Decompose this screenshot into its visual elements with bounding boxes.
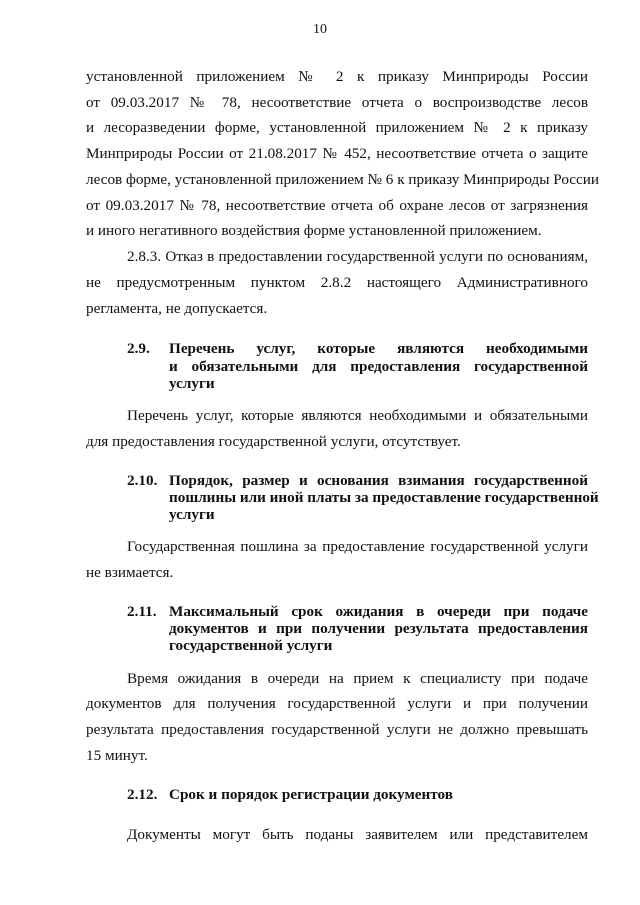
text-line: установленной приложением № 2 к приказу Минприроды России [86,68,588,85]
section-title-line: Порядок, размер и основания взимания государственной [169,472,588,489]
section-title-line: и обязательными для предоставления государственной [169,358,588,375]
text-line: 2.8.3. Отказ в предоставлении государственной услуги по основаниям, [127,248,588,265]
text-line: от 09.03.2017 № 78, несоответствие отчета об охране лесов от загрязнения [86,197,588,214]
text-line: не взимается. [86,564,174,581]
text-line: Минприроды России от 21.08.2017 № 452, несоответствие отчета о защите [86,145,588,162]
section-title-line: Перечень услуг, которые являются необходимыми [169,340,588,357]
section-title-line: услуги [169,375,215,392]
text-line: лесов форме, установленной приложением № 6 к приказу Минприроды России [86,171,600,188]
text-line: Документы могут быть поданы заявителем или представителем [127,826,588,843]
text-line: и иного негативного воздействия форме установленной приложением. [86,222,542,239]
section-title: Срок и порядок регистрации документов [169,786,453,803]
text-line: 15 минут. [86,747,148,764]
text-line: не предусмотренным пунктом 2.8.2 настоящего Административного [86,274,588,291]
section-title-line: Максимальный срок ожидания в очереди при подаче [169,603,588,620]
text-line: результата предоставления государственной услуги не должно превышать [86,721,588,738]
text-line: для предоставления государственной услуги, отсутствует. [86,433,461,450]
text-line: Перечень услуг, которые являются необходимыми и обязательными [127,407,588,424]
page-number: 10 [313,22,327,37]
text-line: регламента, не допускается. [86,300,268,317]
text-line: от 09.03.2017 № 78, несоответствие отчета о воспроизводстве лесов [86,94,588,111]
section-number: 2.12. [127,786,158,803]
section-number: 2.11. [127,603,157,620]
text-line: Государственная пошлина за предоставление государственной услуги [127,538,588,555]
text-line: и лесоразведении форме, установленной приложением № 2 к приказу [86,119,588,136]
section-title-line: пошлины или иной платы за предоставление государственной [169,489,599,506]
section-number: 2.10. [127,472,158,489]
text-line: документов для получения государственной услуги и при получении [86,695,588,712]
section-title-line: документов и при получении результата предоставления [169,620,588,637]
text-line: Время ожидания в очереди на прием к специалисту при подаче [127,670,588,687]
section-title-line: государственной услуги [169,637,333,654]
section-title-line: услуги [169,506,215,523]
section-number: 2.9. [127,340,150,357]
